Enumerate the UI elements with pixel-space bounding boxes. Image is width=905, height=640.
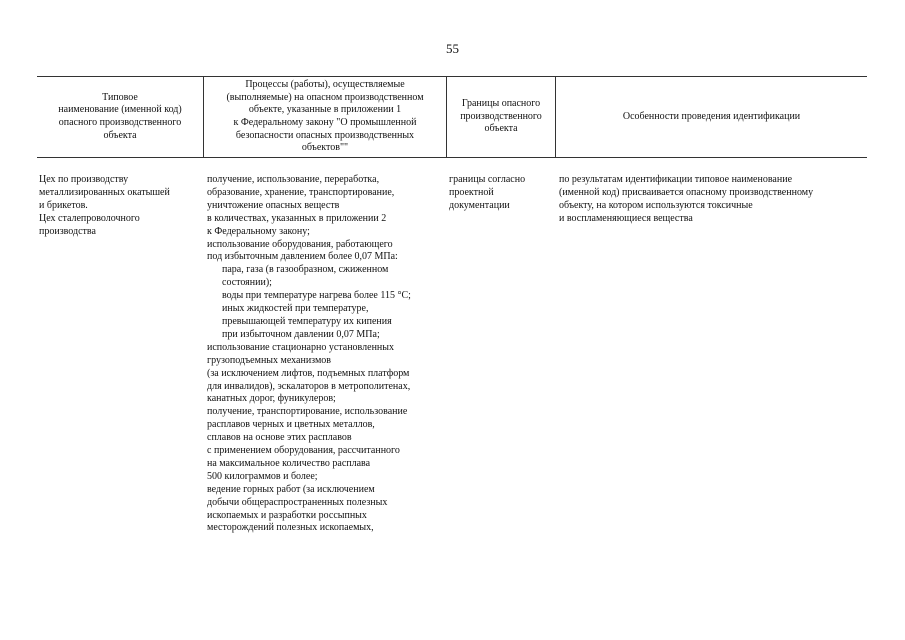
header-processes [204,77,446,157]
process-line: на максимальное количество расплава [207,457,371,469]
process-line: получение, транспортирование, использование [207,406,408,418]
identification-line: (именной код) присваивается опасному производственному [559,186,814,198]
process-line: пара, газа (в газообразном, сжиженном [222,264,389,276]
header-processes-text: Процессы (работы), осуществляемые (выполняемые) на опасном производственном объекте, указанные в приложении 1 к Федеральному закону "О промышленной безопасности опасных производственных объектов"" [226,79,424,154]
process-line: при избыточном давлении 0,07 МПа; [222,328,380,340]
process-line: в количествах, указанных в приложении 2 [207,212,387,224]
boundary-line: документации [449,199,510,211]
table-header-bottom-border [37,157,867,158]
process-line: грузоподъемных механизмов [207,354,332,366]
header-identification [556,77,867,157]
process-line: использование стационарно установленных [207,341,394,353]
process-line: к Федеральному закону; [207,225,310,237]
cell-processes [207,174,445,535]
object-name-line: Цех сталепроволочного [39,212,140,224]
identification-line: по результатам идентификации типовое наименование [559,174,793,185]
process-line: ведение горных работ (за исключением [207,483,375,495]
cell-object-name [39,174,201,239]
object-name-line: и брикетов. [39,199,88,211]
header-boundaries [447,77,555,157]
identification-line: и воспламеняющиеся вещества [559,212,693,224]
process-line: образование, хранение, транспортирование, [207,186,395,198]
header-boundaries-text: Границы опасного производственного объекта [460,98,542,135]
header-identification-text: Особенности проведения идентификации [622,110,801,122]
boundary-line: проектной [449,186,494,198]
process-line: под избыточным давлением более 0,07 МПа: [207,251,398,263]
process-line: (за исключением лифтов, подъемных платформ [207,367,410,379]
process-line: расплавов черных и цветных металлов, [207,419,375,431]
process-line: состоянии); [222,277,272,289]
cell-identification [559,174,865,226]
process-line: получение, использование, переработка, [207,174,380,185]
object-name-line: металлизированных окатышей [39,186,170,198]
header-object-name-text: Типовое наименование (именной код) опасного производственного объекта [58,91,182,141]
process-line: месторождений полезных ископаемых, [207,522,374,534]
page-number: 55 [446,41,459,56]
identification-line: объекту, на котором используются токсичные [559,199,753,211]
process-line: воды при температуре нагрева более 115 °С; [222,290,411,302]
process-line: превышающей температуру их кипения [222,315,392,327]
cell-boundaries [449,174,553,213]
process-line: канатных дорог, фуникулеров; [207,393,336,405]
process-line: иных жидкостей при температуре, [222,303,369,315]
process-line: добычи общераспространенных полезных [207,496,388,508]
header-object-name [37,77,203,157]
object-name-line: производства [39,225,96,237]
process-line: сплавов на основе этих расплавов [207,432,352,444]
process-line: для инвалидов), эскалаторов в метрополитенах, [207,380,411,392]
process-line: использование оборудования, работающего [207,238,393,250]
process-line: ископаемых и разработки россыпных [207,509,367,521]
boundary-line: границы согласно [449,174,526,185]
process-line: уничтожение опасных веществ [207,199,340,211]
process-line: с применением оборудования, рассчитанного [207,445,400,457]
process-line: 500 килограммов и более; [207,470,318,482]
object-name-line: Цех по производству [39,174,129,185]
